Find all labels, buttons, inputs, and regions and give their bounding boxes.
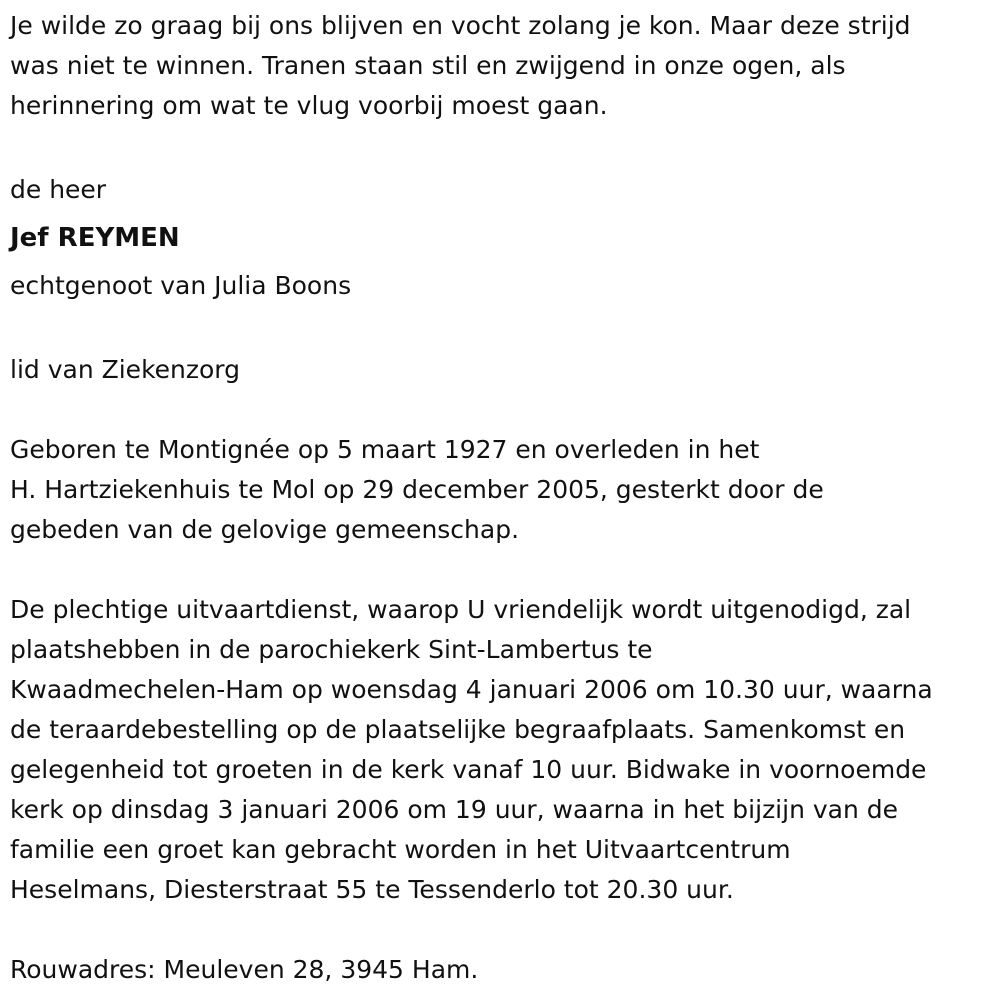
- person-name: Jef REYMEN: [10, 223, 180, 253]
- intro-line: herinnering om wat te vlug voorbij moest gaan.: [10, 91, 608, 120]
- intro-line: Je wilde zo graag bij ons blijven en vocht zolang je kon. Maar deze strijd: [10, 11, 911, 40]
- birth-death-line: Geboren te Montignée op 5 maart 1927 en overleden in het: [10, 435, 760, 464]
- birth-death-line: gebeden van de gelovige gemeenschap.: [10, 515, 520, 544]
- funeral-line: gelegenheid tot groeten in de kerk vanaf 10 uur. Bidwake in voornoemde: [10, 755, 927, 784]
- spacer: [10, 126, 995, 166]
- mourning-address: Rouwadres: Meuleven 28, 3945 Ham.: [10, 955, 479, 984]
- birth-death-paragraph: [10, 430, 995, 550]
- funeral-line: De plechtige uitvaartdienst, waarop U vriendelijk wordt uitgenodigd, zal: [10, 595, 912, 624]
- spacer: [10, 310, 995, 350]
- intro-line: was niet te winnen. Tranen staan stil en zwijgend in onze ogen, als: [10, 51, 846, 80]
- obituary-document: [10, 6, 995, 990]
- person-membership: lid van Ziekenzorg: [10, 355, 241, 384]
- person-spouse: echtgenoot van Julia Boons: [10, 271, 352, 300]
- funeral-line: familie een groet kan gebracht worden in het Uitvaartcentrum: [10, 835, 791, 864]
- spacer: [10, 910, 995, 950]
- funeral-line: de teraardebestelling op de plaatselijke begraafplaats. Samenkomst en: [10, 715, 906, 744]
- spacer: [10, 550, 995, 590]
- funeral-line: kerk op dinsdag 3 januari 2006 om 19 uur, waarna in het bijzijn van de: [10, 795, 899, 824]
- funeral-paragraph: [10, 590, 995, 910]
- funeral-line: Heselmans, Diesterstraat 55 te Tessenderlo tot 20.30 uur.: [10, 875, 734, 904]
- birth-death-line: H. Hartziekenhuis te Mol op 29 december 2005, gesterkt door de: [10, 475, 824, 504]
- person-title: de heer: [10, 175, 107, 204]
- spacer: [10, 390, 995, 430]
- funeral-line: Kwaadmechelen-Ham op woensdag 4 januari 2006 om 10.30 uur, waarna: [10, 675, 933, 704]
- person-block: [10, 166, 995, 310]
- intro-paragraph: [10, 6, 995, 126]
- funeral-line: plaatshebben in de parochiekerk Sint-Lambertus te: [10, 635, 653, 664]
